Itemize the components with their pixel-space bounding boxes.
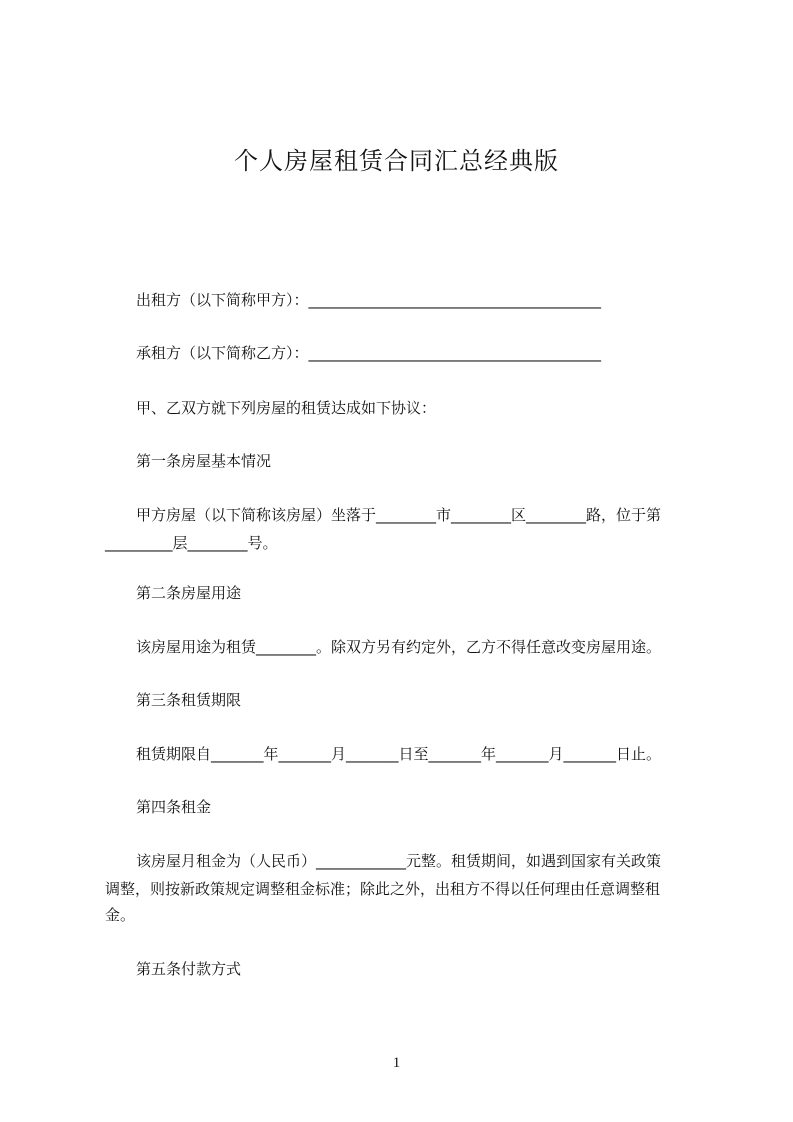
article1-heading: 第一条房屋基本情况 [136, 452, 272, 470]
article3-heading: 第三条租赁期限 [136, 691, 242, 709]
article4-text-line1: 该房屋月租金为（人民币）____________元整。租赁期间，如遇到国家有关政策 [136, 852, 662, 870]
article4-heading: 第四条租金 [136, 798, 212, 816]
article1-text-line2: _________层________号。 [105, 534, 278, 552]
article3-text: 租赁期限自_______年_______月_______日至_______年_______月_______日止。 [136, 745, 662, 763]
article2-heading: 第二条房屋用途 [136, 584, 242, 602]
lessor-line: 出租方（以下简称甲方）：_______________________________________ [136, 291, 602, 309]
article1-text-line1: 甲方房屋（以下简称该房屋）坐落于________市________区________路，位于第 [136, 506, 662, 524]
document-title: 个人房屋租赁合同汇总经典版 [234, 147, 559, 175]
article4-text-line2: 调整，则按新政策规定调整租金标准；除此之外，出租方不得以任何理由任意调整租 [105, 880, 661, 898]
page-number: 1 [392, 1055, 401, 1071]
article4-text-line3: 金。 [105, 906, 136, 924]
lessee-line: 承租方（以下简称乙方）：_______________________________________ [136, 344, 602, 362]
article2-text: 该房屋用途为租赁________。除双方另有约定外，乙方不得任意改变房屋用途。 [136, 638, 662, 656]
agreement-line: 甲、乙双方就下列房屋的租赁达成如下协议： [136, 399, 437, 417]
article5-heading: 第五条付款方式 [136, 960, 242, 978]
